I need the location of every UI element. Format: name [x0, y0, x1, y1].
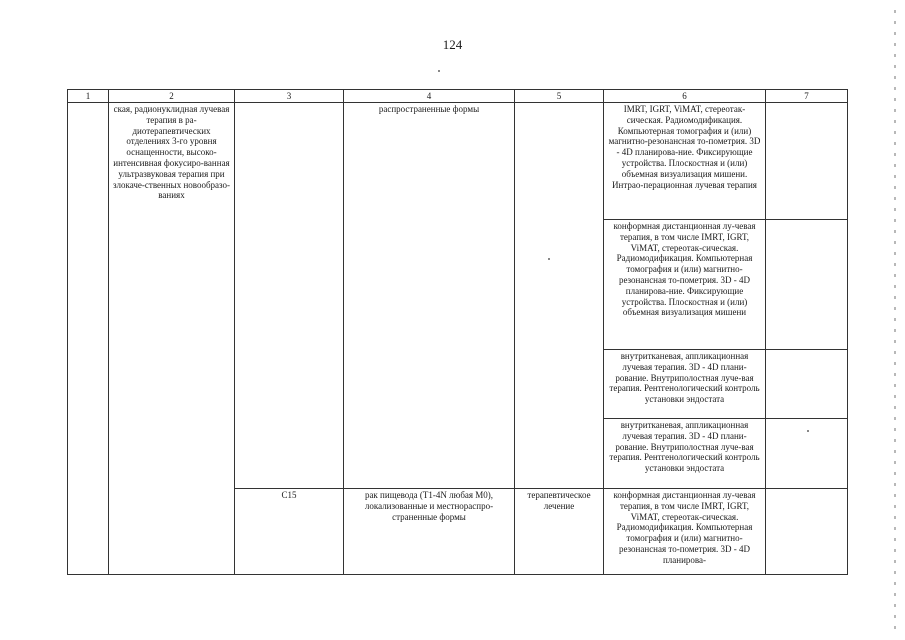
method-cell: внутритканевая, аппликационная лучевая терапия. 3D - 4D плани-рование. Внутриполостная луче-вая терапия. Рентгенологический контроль установки эндостата: [604, 350, 766, 419]
header-row: [68, 90, 848, 103]
empty-cell: [766, 419, 848, 489]
header-cell-5: 5: [515, 90, 604, 103]
method-cell: конформная дистанционная лу-чевая терапия, в том числе IMRT, IGRT, ViMAT, стереотак-сическая. Радиомодификация. Компьютерная томография и (или) магнитно-резонансная то-пометрия. 3D - 4D планирова-ние. Фиксирующие устройства. Плоскостная и (или) объемная визуализация мишени: [604, 220, 766, 350]
care-type-cell: ская, радионуклидная лучевая терапия в ра-диотерапевтических отделениях 3-го уровня оснащенности, высоко-интенсивная фокусиро-ванная ультразвуковая терапия при злокаче-ственных новообразо-ваниях: [109, 103, 235, 575]
header-cell-1: 1: [68, 90, 109, 103]
treatment-cell: терапевтическое лечение: [515, 489, 604, 575]
treatment-cell: [515, 103, 604, 489]
table-row: [68, 103, 848, 220]
header-cell-6: 6: [604, 90, 766, 103]
scan-edge-dots: [894, 10, 896, 630]
method-cell: внутритканевая, аппликационная лучевая терапия. 3D - 4D плани-рование. Внутриполостная луче-вая терапия. Рентгенологический контроль установки эндостата: [604, 419, 766, 489]
scan-speck: [438, 70, 440, 72]
empty-cell: [766, 103, 848, 220]
diagnosis-cell: распространенные формы: [344, 103, 515, 489]
treatment-table: [67, 89, 848, 575]
header-cell-4: 4: [344, 90, 515, 103]
empty-cell: [766, 489, 848, 575]
method-cell: конформная дистанционная лу-чевая терапия, в том числе IMRT, IGRT, ViMAT, стереотак-сическая. Радиомодификация. Компьютерная томография и (или) магнитно-резонансная то-пометрия. 3D - 4D планирова-: [604, 489, 766, 575]
scan-speck: [548, 258, 550, 260]
header-cell-7: 7: [766, 90, 848, 103]
header-cell-3: 3: [235, 90, 344, 103]
header-cell-2: 2: [109, 90, 235, 103]
empty-cell: [766, 220, 848, 350]
code-cell: C15: [235, 489, 344, 575]
empty-cell: [766, 350, 848, 419]
number-cell: [68, 103, 109, 575]
code-cell: [235, 103, 344, 489]
method-cell: IMRT, IGRT, ViMAT, стереотак-сическая. Радиомодификация. Компьютерная томография и (или) магнитно-резонансная то-пометрия. 3D - 4D планирова-ние. Фиксирующие устройства. Плоскостная и (или) объемная визуализация мишени. Интрао-перационная лучевая терапия: [604, 103, 766, 220]
diagnosis-cell: рак пищевода (T1-4N любая M0), локализованные и местнораспро-страненные формы: [344, 489, 515, 575]
page-number: 124: [442, 37, 463, 52]
scan-speck: [807, 430, 809, 432]
